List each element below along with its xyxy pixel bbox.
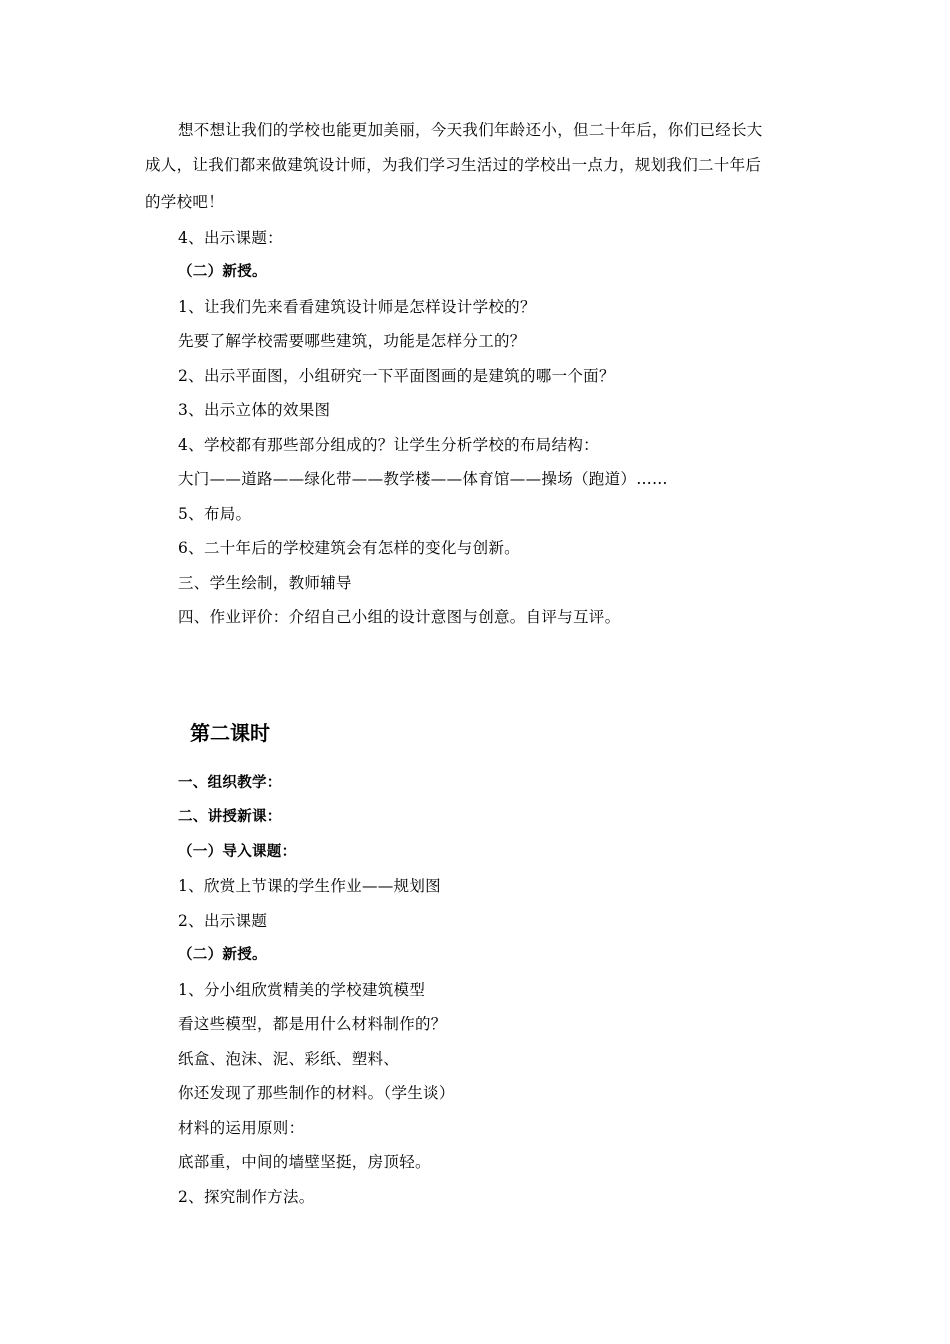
section-teach-new: 二、讲授新课： — [178, 809, 282, 825]
list-item: 2、出示课题 — [178, 912, 268, 930]
list-item: 3、出示立体的效果图 — [178, 401, 331, 419]
list-item: 2、出示平面图，小组研究一下平面图画的是建筑的哪一个面？ — [178, 367, 615, 385]
section-organize: 一、组织教学： — [178, 775, 282, 791]
list-item: 4、学校都有那些部分组成的？让学生分析学校的布局结构： — [178, 436, 599, 454]
list-item: 大门——道路——绿化带——教学楼——体育馆——操场（跑道）…… — [178, 470, 668, 488]
list-item: 纸盒、泡沫、泥、彩纸、塑料、 — [178, 1050, 400, 1068]
list-item: 四、作业评价：介绍自己小组的设计意图与创意。自评与互评。 — [178, 608, 621, 626]
list-item: 底部重，中间的墙壁坚挺，房顶轻。 — [178, 1153, 431, 1171]
section-intro-topic: （一）导入课题： — [178, 844, 297, 860]
section-new-teach-2: （二）新授。 — [178, 947, 267, 963]
list-item: 1、分小组欣赏精美的学校建筑模型 — [178, 981, 426, 999]
list-item: 6、二十年后的学校建筑会有怎样的变化与创新。 — [178, 539, 520, 557]
list-item: 2、探究制作方法。 — [178, 1188, 315, 1206]
list-item: 5、布局。 — [178, 505, 252, 523]
list-item: 1、欣赏上节课的学生作业——规划图 — [178, 877, 441, 895]
list-item: 先要了解学校需要哪些建筑，功能是怎样分工的？ — [178, 332, 526, 350]
intro-line-3: 的学校吧！ — [145, 193, 225, 211]
show-topic: 4、出示课题： — [178, 229, 283, 247]
list-item: 你还发现了那些制作的材料。（学生谈） — [178, 1084, 455, 1102]
list-item: 三、学生绘制，教师辅导 — [178, 574, 352, 592]
list-item: 看这些模型，都是用什么材料制作的？ — [178, 1015, 447, 1033]
intro-line-1: 想不想让我们的学校也能更加美丽，今天我们年龄还小，但二十年后，你们已经长大 — [178, 121, 763, 139]
section-new-teach-1: （二）新授。 — [178, 264, 267, 280]
list-item: 1、让我们先来看看建筑设计师是怎样设计学校的？ — [178, 298, 536, 316]
intro-line-2: 成人，让我们都来做建筑设计师，为我们学习生活过的学校出一点力，规划我们二十年后 — [145, 156, 762, 174]
lesson-two-title: 第二课时 — [190, 721, 270, 745]
list-item: 材料的运用原则： — [178, 1119, 305, 1137]
